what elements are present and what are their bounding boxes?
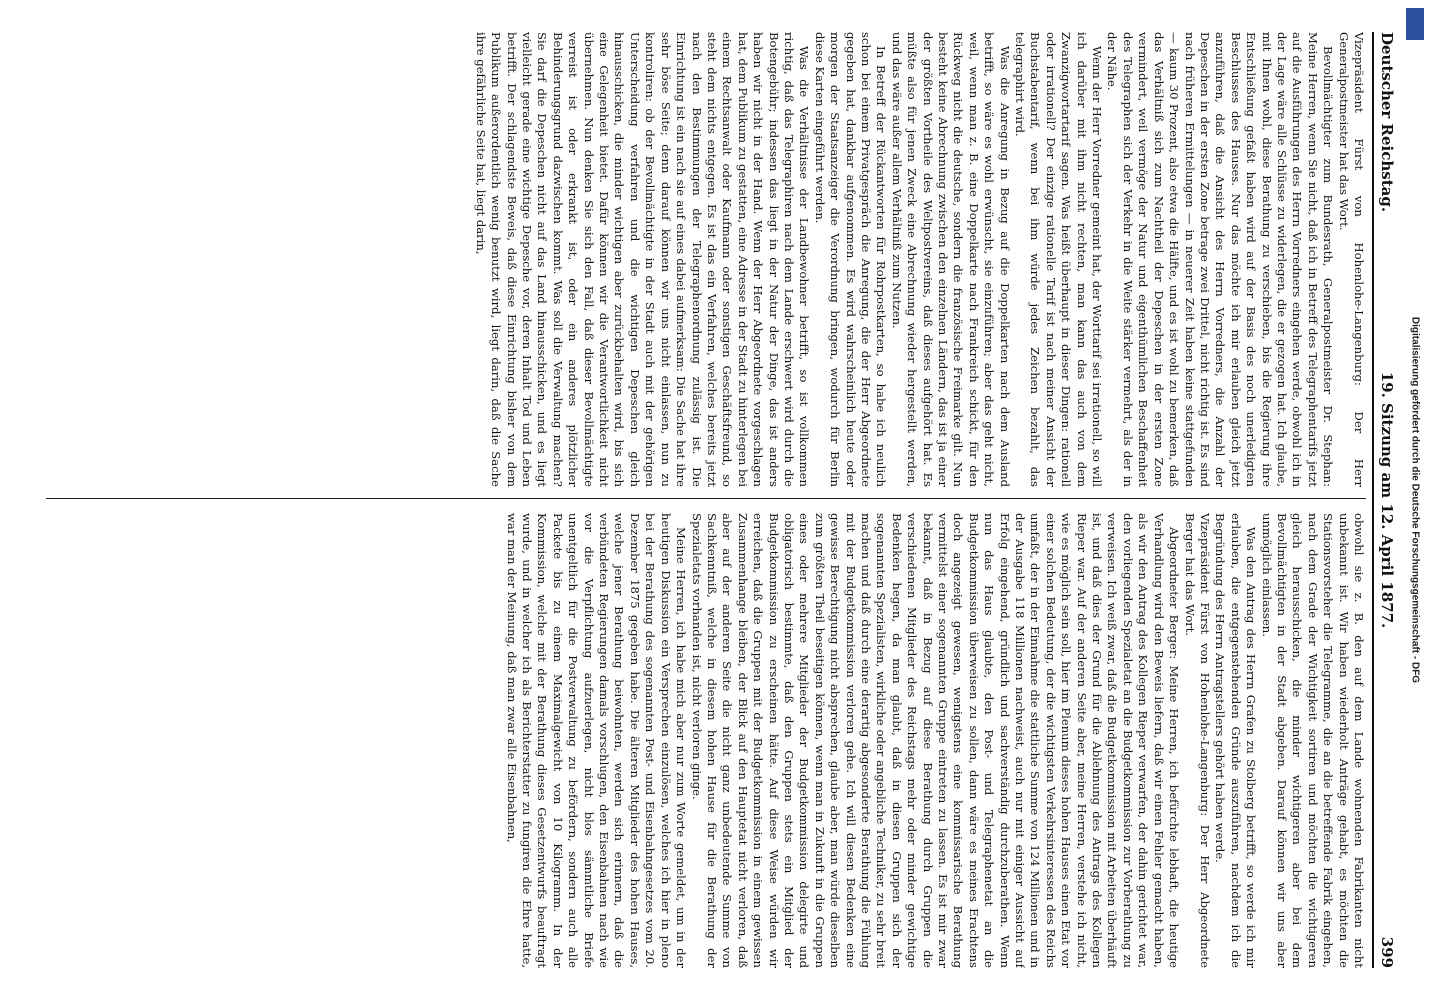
right-column [46,513,1366,968]
dfg-logo-icon [1406,8,1424,40]
left-column [46,32,1366,487]
page-number: 399 [1378,936,1396,968]
left-column-paragraph: Vizepräsident Fürst von Hohenlohe-Langenburg: Der Herr Generalpostmeister hat das Wort. [1336,32,1366,487]
right-column-paragraph: Abgeordneter Berger: Meine Herren, ich befürchte lebhaft, die heutige Verhandlung wird den Beweis liefern, daß wir einen Fehler gemacht haben, als wir den Antrag des Kollegen Rieper verwarfen, der dahin gerichtet war, den vorliegenden Spezialetat an die Budgetkommission zur Vorberathung zu verweisen. Ich weiß zwar, daß die Budgetkommission mit Arbeiten überhäuft ist, und daß dies der Grund für die Ablehnung des Antrags des Kollegen Rieper war. Auf der anderen Seite aber, meine Herren, verstehe ich nicht, wie es möglich sein soll, hier im Plenum dieses hohen Hauses einen Etat vor einer solchen Bedeutung, der die wichtigsten Verkehrsinteressen des Reichs umfaßt, der in der Einnahme die stattliche Summe von 124 Millionen und in der Ausgabe 118 Millionen nachweist, auch nur mit einiger Aussicht auf Erfolg eingehend, gründlich und sachverständig durchzuberathen. Wenn nun das Haus glaubte, den Post- und Telegraphenetat an die Budgetkommission überweisen zu sollen, dann wäre es meines Erachtens doch angezeigt gewesen, wenigstens eine kommissarische Berathung vermittelst einer sogenannten Gruppe eintreten zu lassen. Es ist mir zwar bekannt, daß in Bezug auf diese Berathung durch Gruppen die verschiedenen Mitglieder des Reichstags mehr oder minder gewichtige Bedenken hegen, da man glaubt, daß in diesen Gruppen sich der sogenannten Spezialisten, wirkliche oder angebliche Techniker, zu sehr breit machen und daß durch eine derartig abgesonderte Berathung die Fühlung mit der Budgetkommission verloren gehe. Ich will diesen Bedenken eine gewisse Berechtigung nicht absprechen, glaube aber, man würde dieselben zum größten Theil beseitigen können, wenn man in Zukunft in die Gruppen eines oder mehrere Mitglieder der Budgetkommission delegirte und obligatorisch bestimmte, daß den Gruppen stets ein Mitglied der Budgetkommission zu erscheinen hätte. Auf diese Weise würden wir erreichen, daß die Gruppen mit der Budgetkommission in einem gewissen Zusammenhange bleiben, der Blick auf den Hauptetat nicht verloren, daß aber auf der anderen Seite die nicht ganz unbedeutende Summe von Sachkenntniß, welche in diesem hohen Hause für die Berathung der Spezialetats vorhanden ist, nicht verloren ginge. [689,513,1182,968]
scanned-page [26,20,1406,980]
running-head-publication: Deutscher Reichstag. [1378,32,1396,213]
left-column-paragraph: Was die Anregung in Bezug auf die Doppelkarten nach dem Ausland betrifft, so wäre es wohl erwünscht, sie einzuführen; aber das geht nicht, weil, wenn man z. B. eine Doppelkarte nach Frankreich schickt, für den Rückweg nicht die deutsche, sondern die französische Freimarke gilt. Nun besteht keine Abrechnung zwischen den einzelnen Ländern, das ist ja einer der größten Vortheile des Weltpostvereins, daß dieses aufgehört hat. Es müßte also für jenen Zweck eine Abrechnung wieder hergestellt werden, und das wäre außer allem Verhältniß zum Nutzen. [889,32,1012,487]
right-column-paragraph: obwohl sie z. B. den auf dem Lande wohnenden Fabrikanten nicht unbekannt ist. Wir haben wiederholt Anträge gehabt, es möchten die Stationsvorsteher die Telegramme, die an die betreffende Fabrik eingehen, nach dem Grade der Wichtigkeit sortiren und möchten die wichtigeren gleich herausschicken, die minder wichtigeren aber bei dem Bevollmächtigten in der Stadt abgeben. Darauf können wir uns aber unmöglich einlassen. [1259,513,1366,968]
right-column-paragraph: Was den Antrag des Herrn Grafen zu Stolberg betrifft, so werde ich mir erlauben, die entgegenstehenden Gründe auszuführen, nachdem ich die Begründung des Herrn Antragstellers gehört haben werde. [1213,513,1259,968]
right-column-paragraph: Vizepräsident Fürst von Hohenlohe-Langenburg: Der Herr Abgeordnete Berger hat das Wort. [1182,513,1212,968]
left-column-paragraph: Bevollmächtigter zum Bundesrath, Generalpostmeister Dr. Stephan: Meine Herren, wenn Sie nicht, daß ich in Betreff des Telegraphentarifs jetzt auf die Ausführungen des Herrn Vorredners eingehen werde, obwohl ich in der Lage wäre alle Schlüsse zu widerlegen, die er gezogen hat. Ich glaube, mit Ihnen wohl, diese Berathung zu verschieben, bis die Regierung ihre Entschließung gefaßt haben wird auf der Basis des noch unerledigten Beschlusses des Hauses. Nur das möchte ich mir erlauben gleich jetzt anzuführen, daß die Ansicht des Herrn Vorredners, die Anzahl der Depeschen in der ersten Zone betrage zwei Drittel, nicht richtig ist. Es sind nach früheren Ermittelungen — in neuerer Zeit haben keine stattgefunden — kaum 30 Prozent, also etwa die Hälfte, und es ist wohl zu bemerken, daß das Verhältniß sich zum Nachtheil der Depeschen in der ersten Zone vermindert, weil vermöge der Natur und eigenthümlichen Beschaffenheit des Telegraphen sich der Verkehr in die Weite stärker vermehrt, als der in der Nähe. [1105,32,1336,487]
column-divider [46,498,1366,499]
right-column-paragraph: Meine Herren, ich habe mich aber nur zum Worte gemeldet, um in der heutigen Diskussion ein Versprechen einzulösen, welches ich hier in pleno bei der Berathung des sogenannten Post- und Eisenbahngesetzes vom 20. Dezember 1875 gegeben habe. Die älteren Mitglieder des hohen Hauses, welche jener Berathung beiwohnten, werden sich erinnern, daß die verbündeten Regierungen damals vorschlugen, den Eisenbahnen nach wie vor die Verpflichtung aufzuerlegen, nicht blos sämmtliche Briefe unentgeltlich für die Postverwaltung zu befördern, sondern auch alle Packete bis zu einem Maximalgewicht von 10 Kilogramm. In der Kommission, welche mit der Berathung dieses Gesetzentwurfs beauftragt wurde, und in welcher ich als Berichterstatter zu fungiren die Ehre hatte, war man der Meinung, daß man zwar alle Eisenbahnen, [504,513,689,968]
digitization-note [1408,8,1422,992]
running-head-session: 19. Sitzung am 12. April 1877. [1378,371,1396,629]
digitization-note-text: Digitalisierung gefördert durch die Deutsche Forschungsgemeinschaft - DFG [1409,316,1421,684]
left-column-paragraph: In Betreff der Rückantworten für Rohrpostkarten, so habe ich neulich schon bei einem Privatgespräch die Anregung, die der Herr Abgeordnete gegeben hat, dankbar aufgenommen. Es wird wahrscheinlich heute oder morgen der Staatsanzeiger die Verordnung bringen, wodurch für Berlin diese Karten eingeführt werden. [812,32,889,487]
left-column-paragraph: Was die Verhältnisse der Landbewohner betrifft, so ist vollkommen richtig, daß das Telegraphiren nach dem Lande erschwert wird durch die Botengebühr; indessen das liegt in der Natur der Dinge, das ist anders haben wir nicht in der Hand. Wenn der Herr Abgeordnete vorgeschlagen hat, dem Publikum zu gestatten, eine Adresse in der Stadt zu hinterlegen bei einem Rechtsanwalt oder Kaufmann oder sonstigen Geschäftsfreund, so steht dem nichts entgegen. Es ist das ein Verfahren, welches bereits jetzt nach den Bestimmungen der Telegraphenordnung zulässig ist. Die Einrichtung ist ein nach sie auf eines dabei aufmerksam: Die Sache hat ihre sehr böse Seite; denn darauf können wir uns nicht einlassen, nun zu kontroliren: ob der Bevollmächtigte in der Stadt auch mit der gehörigen Unterscheidung verfahren und die wichtigen Depeschen gleich hinausschicken, die minder wichtigen aber zurückbehalten wird, bis sich eine Gelegenheit bietet. Dafür können wir die Verantwortlichkeit nicht übernehmen. Nun denken Sie sich den Fall, daß dieser Bevollmächtigte verreist ist oder erkrankt ist, oder ein anderes plötzlicher Behinderungsgrund dazwischen kommt. Was soll die Verwaltung machen? Sie darf die Depeschen nicht auf das Land hinausschicken, und es liegt vielleicht gerade eine wichtige Depesche vor, deren Inhalt Tod und Leben betrifft. Der schlagendste Beweis, daß diese Einrichtung bisher von dem Publikum außerordentlich wenig benutzt wird, liegt darin, daß die Sache ihre gefährliche Seite hat, liegt darin, [473,32,812,487]
left-column-paragraph: Wenn der Herr Vorredner gemeint hat, der Worttarif sei irrationell, so will ich darüber mit ihm nicht rechten, man kann das auch von dem Zwanzigwortartarif sagen. Was heißt überhaupt in dieser Dingen: rationell oder irrationell? Der einzige rationelle Tarif ist nach meiner Ansicht der Buchstabentarif, wenn bei ihm würde jedes Zeichen bezahlt, das telegraphirt wird. [1013,32,1105,487]
running-head [1372,32,1398,968]
text-columns [46,32,1366,968]
